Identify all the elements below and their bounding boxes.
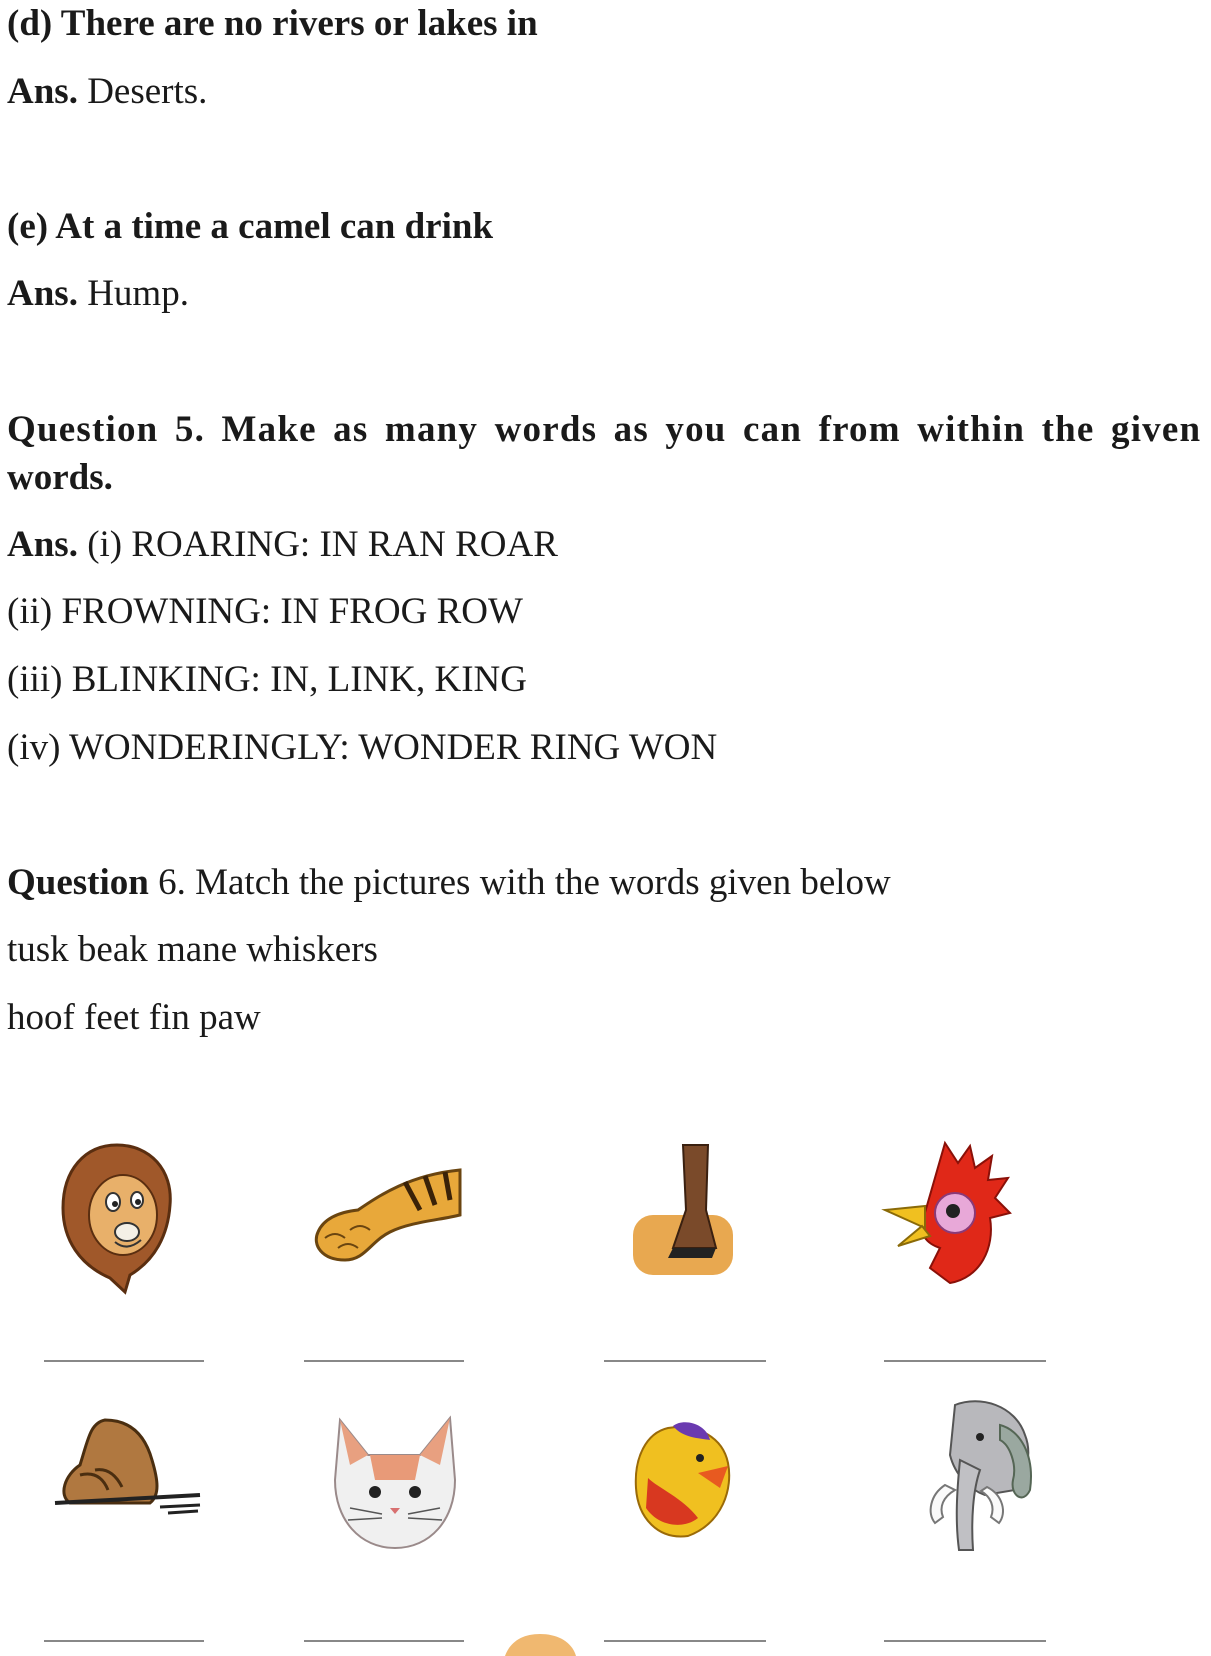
cat-whiskers-picture: [320, 1410, 470, 1555]
lion-mane-picture: [55, 1140, 180, 1300]
q5-answer-4: (iv) WONDERINGLY: WONDER RING WON: [7, 727, 718, 768]
tiger-paw-picture: [310, 1160, 470, 1270]
answer-blank-5[interactable]: [44, 1640, 204, 1642]
horse-hoof-picture: [628, 1140, 738, 1280]
answer-blank-2[interactable]: [304, 1360, 464, 1362]
q5-answer-1: Ans. (i) ROARING: IN RAN ROAR: [7, 524, 558, 565]
elephant-tusk-picture: [925, 1395, 1040, 1560]
answer-e: Ans. Hump.: [7, 273, 189, 314]
question-5-title: Question 5. Make as many words as you can from within the given: [7, 409, 1202, 450]
q6-words-line-2: hoof feet fin paw: [7, 997, 261, 1038]
question-e: (e) At a time a camel can drink: [7, 206, 494, 247]
q6-words-line-1: tusk beak mane whiskers: [7, 929, 378, 970]
answer-blank-8[interactable]: [884, 1640, 1046, 1642]
answer-blank-3[interactable]: [604, 1360, 766, 1362]
bird-beak-picture: [880, 1138, 1015, 1288]
question-5-title-cont: words.: [7, 457, 113, 498]
answer-d: Ans. Deserts.: [7, 71, 208, 112]
partial-picture: [500, 1628, 580, 1656]
q5-answer-2: (ii) FROWNING: IN FROG ROW: [7, 591, 523, 632]
answer-blank-6[interactable]: [304, 1640, 464, 1642]
question-d: (d) There are no rivers or lakes in: [7, 3, 538, 44]
answer-blank-4[interactable]: [884, 1360, 1046, 1362]
answer-blank-1[interactable]: [44, 1360, 204, 1362]
duck-feet-picture: [50, 1415, 205, 1515]
fish-fin-picture: [628, 1418, 738, 1543]
q5-answer-3: (iii) BLINKING: IN, LINK, KING: [7, 659, 527, 700]
question-6-title: Question 6. Match the pictures with the words given below: [7, 862, 891, 903]
answer-blank-7[interactable]: [604, 1640, 766, 1642]
